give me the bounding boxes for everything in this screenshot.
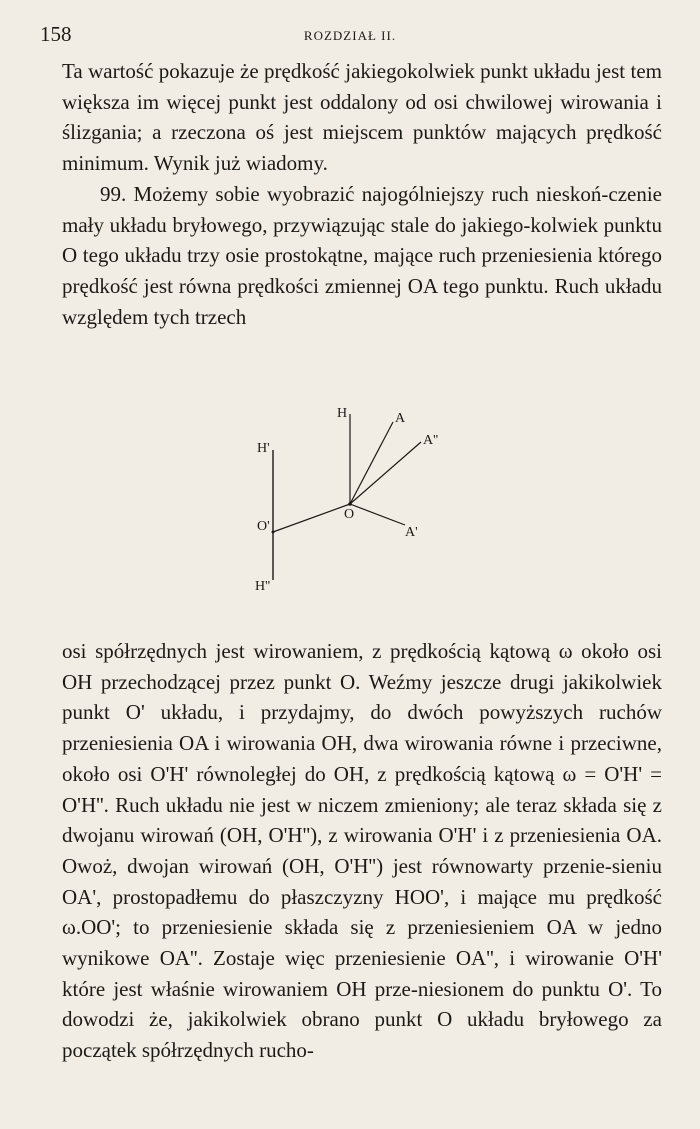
- label-o-prime: O': [257, 519, 270, 534]
- label-a: A: [395, 411, 406, 426]
- label-h-double-prime: H'': [255, 579, 271, 594]
- connector-o-prime-to-o: [273, 504, 350, 532]
- page-number: 158: [40, 22, 72, 46]
- label-h: H: [337, 406, 348, 421]
- paragraph-rotation-axes: osi spółrzędnych jest wirowaniem, z prędkością kątową ω około osi OH przechodzącej przez punkt O. Weźmy jeszcze drugi jakikolwiek punkt O' układu, i przydajmy, do dwóch powyższych ruchów przeniesienia OA i wirowania OH, dwa wirowania równe i przeciwne, około osi O'H' równoległej do OH, z prędkością kątową ω = O'H' = O'H''. Ruch układu nie jest w niczem zmieniony; ale teraz składa się z dwojanu wirowań (OH, O'H''), z wirowania O'H' i z przeniesienia OA. Owoż, dwojan wirowań (OH, O'H'') jest równowarty przenie-sieniu OA', prostopadłemu do płaszczyzny HOO', i mające mu prędkość ω.OO'; to przeniesienie składa się z przeniesieniem OA w jedno wynikowe OA''. Zostaje więc przeniesienie OA'', i wirowanie O'H' które jest właśnie wirowaniem OH prze-niesionem do punktu O'. To dowodzi że, jakikolwiek obrano punkt O układu bryłowego za początek spółrzędnych rucho-: [62, 639, 662, 1063]
- paragraph-velocity-minimum: Ta wartość pokazuje że prędkość jakiegokolwiek punkt układu jest tem większa im więcej punkt jest oddalony od osi chwilowej wirowania i ślizgania; a rzeczona oś jest miejscem punktów mających prędkość minimum. Wynik już wiadomy.: [62, 59, 662, 176]
- label-a-double-prime: A'': [423, 433, 439, 448]
- label-h-prime: H': [257, 441, 270, 456]
- point-o-prime: [272, 531, 275, 534]
- vector-o-a: [350, 422, 393, 504]
- vector-o-a-prime: [350, 504, 405, 525]
- text-block-top: [62, 56, 662, 332]
- paragraph-99: 99. Możemy sobie wyobrazić najogólniejszy ruch nieskoń-czenie mały układu bryłowego, przywiązując stale do jakiego-kolwiek punktu O tego układu trzy osie prostokątne, mające ruch przeniesienia którego prędkość jest równa prędkości zmiennej OA tego punktu. Ruch układu względem tych trzech: [62, 181, 662, 329]
- text-block-bottom: [62, 636, 662, 1066]
- geometry-figure: [235, 392, 535, 612]
- page-header: [40, 22, 660, 52]
- running-head: ROZDZIAŁ II.: [303, 28, 397, 43]
- label-a-prime: A': [405, 525, 418, 540]
- label-o: O: [344, 507, 355, 522]
- vector-o-a-double-prime: [350, 442, 421, 504]
- figure-diagram: [235, 392, 535, 612]
- point-o: [348, 502, 352, 506]
